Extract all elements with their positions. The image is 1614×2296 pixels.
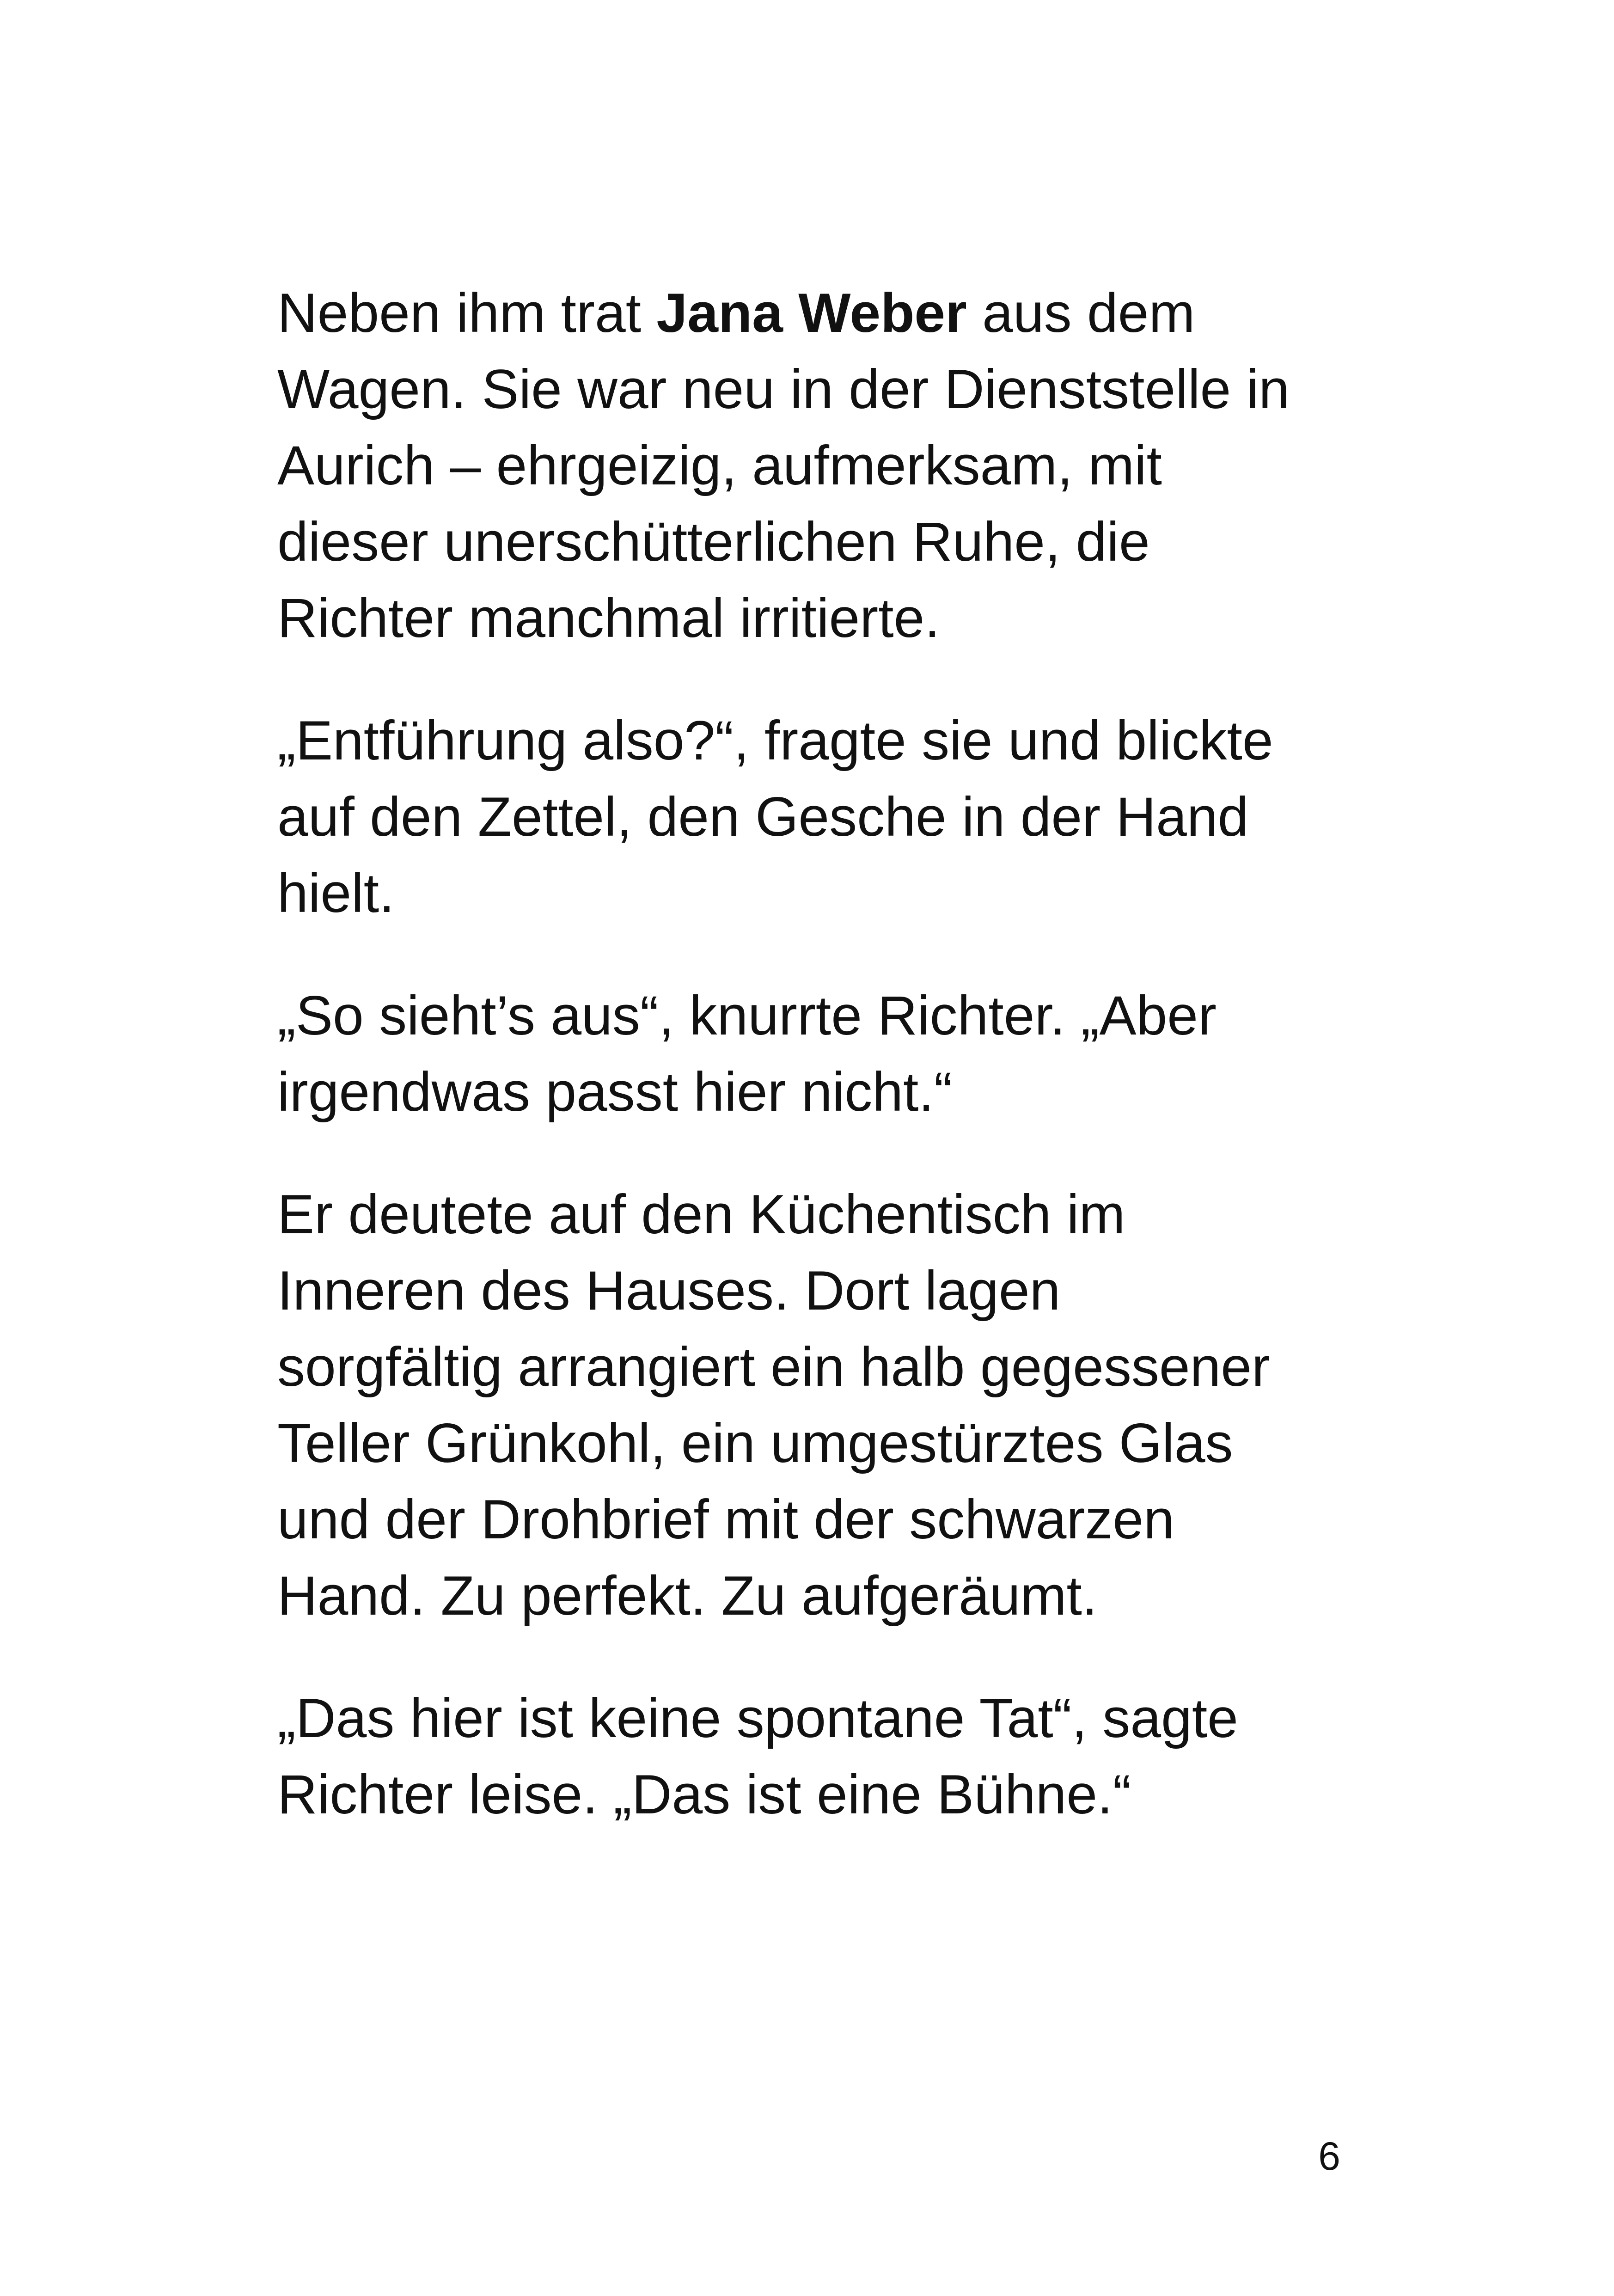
text-line: Hand. Zu perfekt. Zu aufgeräumt. xyxy=(277,1565,1098,1627)
page-number: 6 xyxy=(1318,2134,1340,2179)
character-name: Jana Weber xyxy=(656,282,967,344)
text-line: Richter manchmal irritierte. xyxy=(277,587,940,649)
text-line: Teller Grünkohl, ein umgestürztes Glas xyxy=(277,1412,1233,1474)
text-line: „Das hier ist keine spontane Tat“, sagte xyxy=(277,1687,1238,1749)
text-line xyxy=(277,275,1377,351)
text-line: Wagen. Sie war neu in der Dienststelle in xyxy=(277,358,1290,420)
text-run: aus dem xyxy=(966,282,1195,344)
paragraph-4 xyxy=(277,1176,1377,1634)
text-line: dieser unerschütterlichen Ruhe, die xyxy=(277,511,1150,573)
text-line: auf den Zettel, den Gesche in der Hand xyxy=(277,786,1249,848)
text-line: und der Drohbrief mit der schwarzen xyxy=(277,1488,1174,1550)
paragraph-5 xyxy=(277,1680,1377,1833)
text-run: Neben ihm trat xyxy=(277,282,657,344)
text-line: „So sieht’s aus“, knurrte Richter. „Aber xyxy=(277,985,1217,1047)
paragraph-1 xyxy=(277,275,1377,656)
body-text xyxy=(277,275,1377,1879)
paragraph-2 xyxy=(277,703,1377,931)
text-line: hielt. xyxy=(277,862,395,924)
text-line: Aurich – ehrgeizig, aufmerksam, mit xyxy=(277,435,1162,496)
text-line: Er deutete auf den Küchentisch im xyxy=(277,1183,1125,1245)
text-line: Richter leise. „Das ist eine Bühne.“ xyxy=(277,1763,1131,1825)
paragraph-3 xyxy=(277,978,1377,1130)
text-line: Inneren des Hauses. Dort lagen xyxy=(277,1260,1061,1322)
text-line: sorgfältig arrangiert ein halb gegessener xyxy=(277,1336,1270,1398)
text-line: irgendwas passt hier nicht.“ xyxy=(277,1061,953,1123)
text-line: „Entführung also?“, fragte sie und blickte xyxy=(277,710,1273,771)
